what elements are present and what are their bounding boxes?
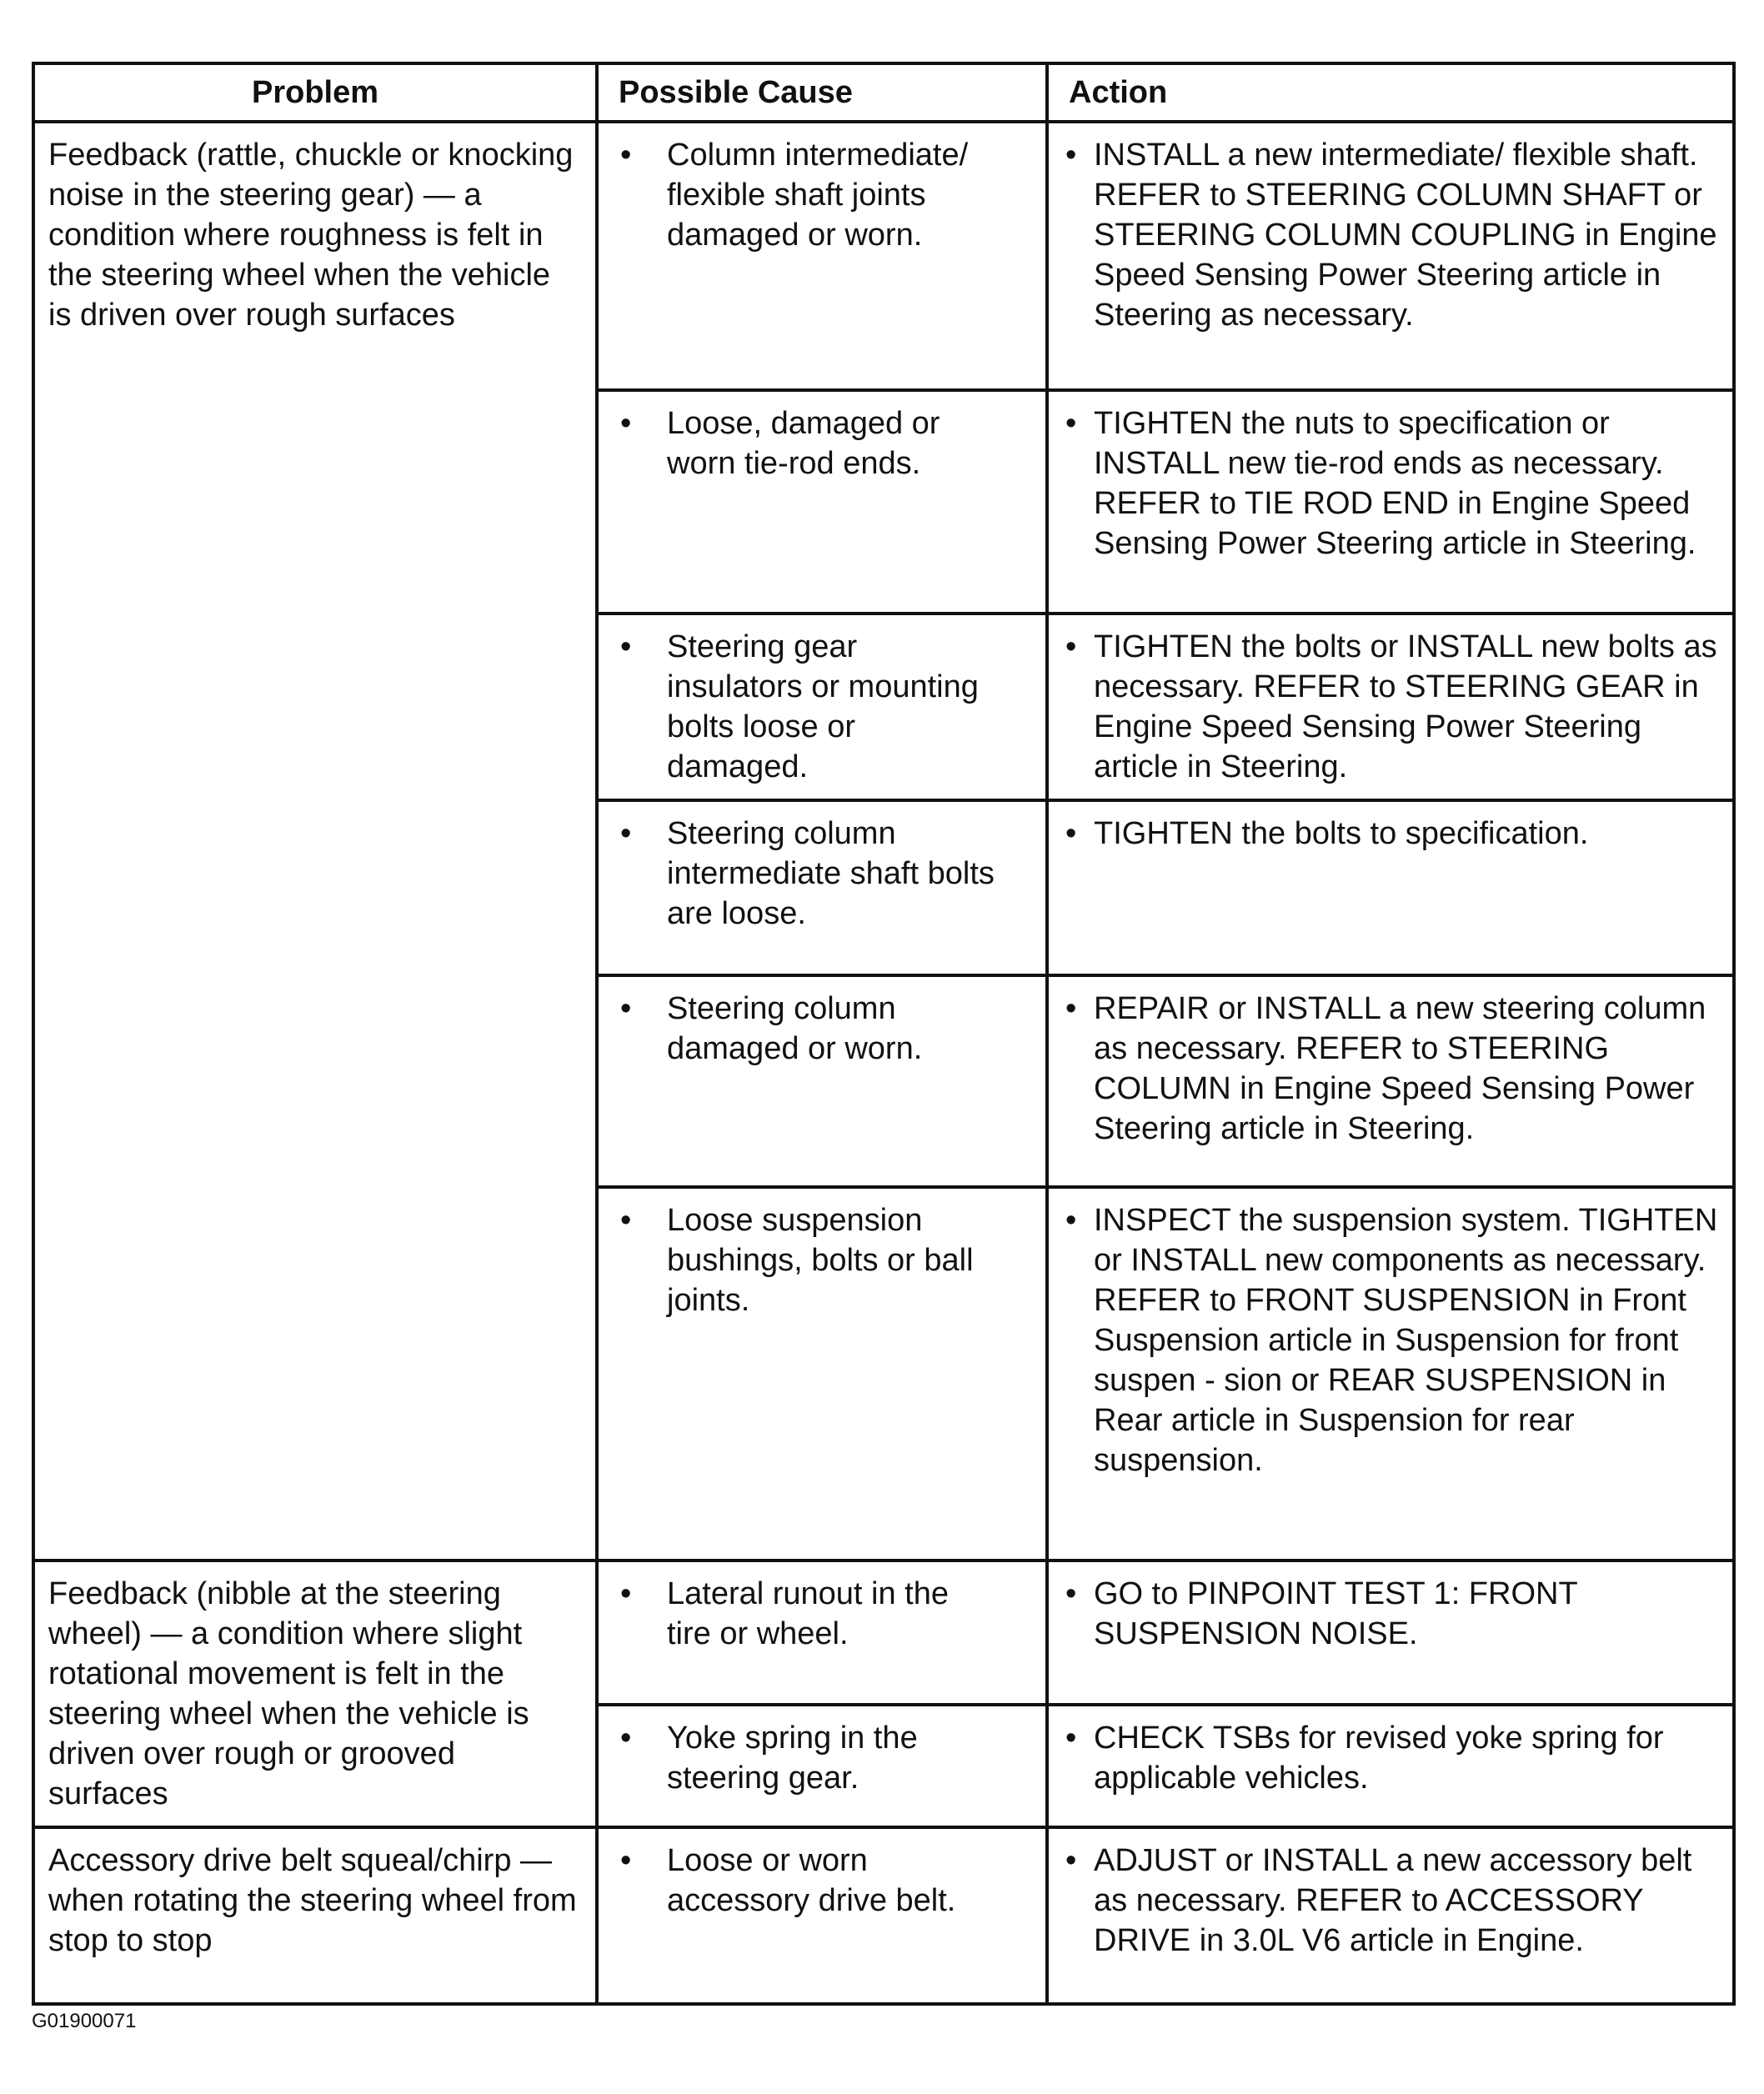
action-cell <box>1047 1187 1734 1560</box>
action-cell <box>1047 800 1734 975</box>
action-cell <box>1047 1827 1734 2004</box>
table-row <box>33 1827 1734 2004</box>
header-problem: Problem <box>33 63 597 122</box>
cause-cell <box>597 1705 1047 1827</box>
cause-text: Yoke spring in the steering gear. <box>667 1721 918 1796</box>
table-row <box>33 122 1734 390</box>
action-text: INSPECT the suspension system. TIGHTEN or INSTALL new components as necessary. REFER to FRONT SUSPENSION in Front Suspension article in Suspension for front suspen - sion or REAR SUSPENSION in Rear article in Suspension for rear suspension. <box>1094 1203 1718 1478</box>
bullet-icon: • <box>1065 406 1077 441</box>
action-cell <box>1047 122 1734 390</box>
action-text: REPAIR or INSTALL a new steering column as necessary. REFER to STEERING COLUMN in Engine Speed Sensing Power Steering article in Steering. <box>1094 991 1706 1146</box>
bullet-icon: • <box>1065 1721 1077 1756</box>
action-cell <box>1047 1560 1734 1705</box>
cause-cell <box>597 614 1047 800</box>
bullet-icon: • <box>1065 138 1077 173</box>
action-text: TIGHTEN the bolts to specification. <box>1094 816 1589 851</box>
cause-cell <box>597 122 1047 390</box>
problem-cell: Accessory drive belt squeal/chirp — when rotating the steering wheel from stop to stop <box>33 1827 597 2004</box>
cause-text: Loose suspension bushings, bolts or ball joints. <box>667 1203 974 1318</box>
problem-cell: Feedback (nibble at the steering wheel) — a condition where slight rotational movement is felt in the steering wheel when the vehicle is driven over rough or grooved surfaces <box>33 1560 597 1827</box>
cause-text: Steering gear insulators or mounting bolts loose or damaged. <box>667 629 979 784</box>
problem-cell: Feedback (rattle, chuckle or knocking noise in the steering gear) — a condition where roughness is felt in the steering wheel when the vehicle is driven over rough surfaces <box>33 122 597 1560</box>
bullet-icon: • <box>1065 816 1077 851</box>
action-text: GO to PINPOINT TEST 1: FRONT SUSPENSION NOISE. <box>1094 1576 1577 1651</box>
bullet-icon: • <box>620 1843 632 1878</box>
action-text: TIGHTEN the bolts or INSTALL new bolts as necessary. REFER to STEERING GEAR in Engine Speed Sensing Power Steering article in Steering. <box>1094 629 1717 784</box>
cause-text: Steering column intermediate shaft bolts are loose. <box>667 816 995 931</box>
action-text: TIGHTEN the nuts to specification or INSTALL new tie-rod ends as necessary. REFER to TIE ROD END in Engine Speed Sensing Power Steering article in Steering. <box>1094 406 1696 561</box>
action-cell <box>1047 975 1734 1187</box>
bullet-icon: • <box>620 1576 632 1611</box>
header-row <box>33 63 1734 122</box>
header-action: Action <box>1047 63 1734 122</box>
action-cell <box>1047 390 1734 614</box>
header-possible-cause: Possible Cause <box>597 63 1047 122</box>
cause-text: Loose or worn accessory drive belt. <box>667 1843 956 1918</box>
bullet-icon: • <box>620 1721 632 1756</box>
bullet-icon: • <box>620 138 632 173</box>
bullet-icon: • <box>620 816 632 851</box>
table-row <box>33 1560 1734 1705</box>
bullet-icon: • <box>620 629 632 664</box>
cause-text: Steering column damaged or worn. <box>667 991 923 1066</box>
bullet-icon: • <box>1065 991 1077 1026</box>
bullet-icon: • <box>1065 629 1077 664</box>
cause-text: Loose, damaged or worn tie-rod ends. <box>667 406 940 481</box>
bullet-icon: • <box>1065 1576 1077 1611</box>
bullet-icon: • <box>620 406 632 441</box>
cause-cell <box>597 1560 1047 1705</box>
cause-cell <box>597 1187 1047 1560</box>
action-text: CHECK TSBs for revised yoke spring for applicable vehicles. <box>1094 1721 1664 1796</box>
cause-cell <box>597 390 1047 614</box>
action-text: ADJUST or INSTALL a new accessory belt as necessary. REFER to ACCESSORY DRIVE in 3.0L V6 article in Engine. <box>1094 1843 1692 1958</box>
bullet-icon: • <box>620 991 632 1026</box>
cause-cell <box>597 975 1047 1187</box>
cause-cell <box>597 1827 1047 2004</box>
cause-text: Lateral runout in the tire or wheel. <box>667 1576 950 1651</box>
cause-cell <box>597 800 1047 975</box>
action-cell <box>1047 1705 1734 1827</box>
action-text: INSTALL a new intermediate/ flexible shaft. REFER to STEERING COLUMN SHAFT or STEERING COLUMN COUPLING in Engine Speed Sensing Power Steering article in Steering as necessary. <box>1094 138 1717 333</box>
diagnosis-table <box>32 62 1736 2006</box>
bullet-icon: • <box>620 1203 632 1238</box>
cause-text: Column intermediate/ flexible shaft joints damaged or worn. <box>667 138 969 253</box>
bullet-icon: • <box>1065 1203 1077 1238</box>
figure-id-label: G01900071 <box>32 2010 137 2032</box>
bullet-icon: • <box>1065 1843 1077 1878</box>
action-cell <box>1047 614 1734 800</box>
